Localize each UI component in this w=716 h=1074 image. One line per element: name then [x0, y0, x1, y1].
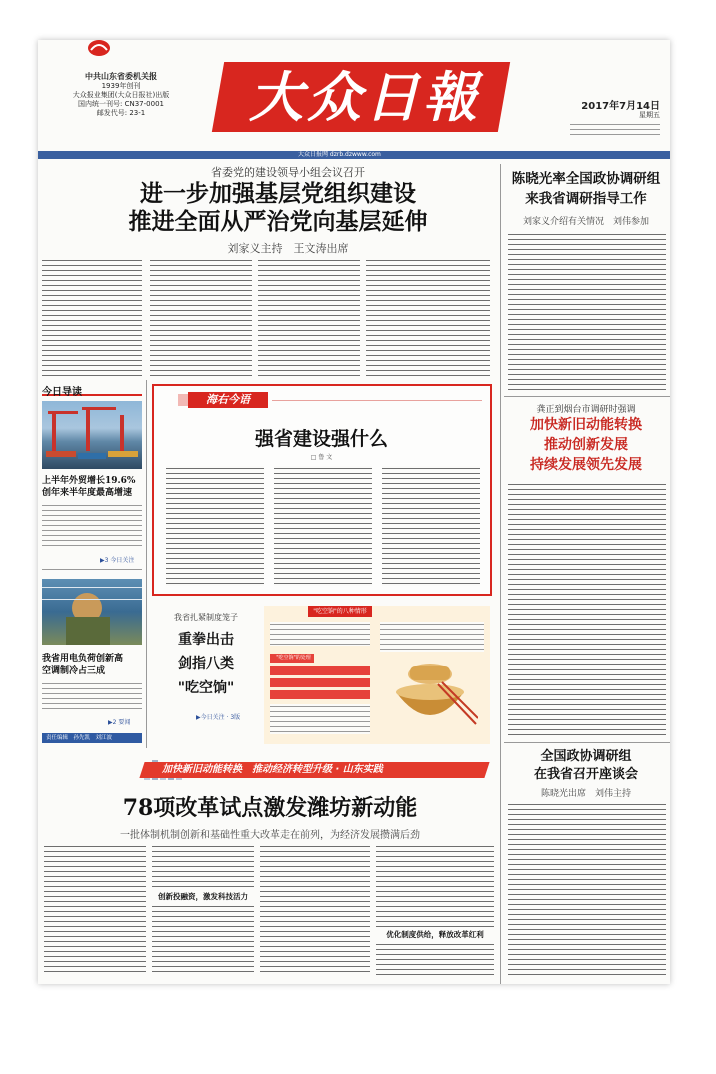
org-line-1: 中共山东省委机关报	[85, 72, 157, 81]
right-bottom-headline-1: 全国政协调研组	[540, 749, 632, 764]
guide-item-2-page-ref[interactable]: ▶2 要闻	[108, 719, 131, 726]
editor-credits: 责任编辑 孙先凯 刘江波	[42, 733, 142, 743]
issue-weekday: 星期五	[639, 111, 660, 119]
guide-item-1-page-ref[interactable]: ▶3 今日关注	[100, 557, 135, 564]
org-line-3: 大众报业集团(大众日报社)出版	[72, 91, 170, 99]
port-cranes-photo	[42, 401, 142, 469]
paper-name: 大众日報	[249, 65, 481, 129]
bottom-text-col-4b	[376, 942, 494, 976]
newspaper-page	[38, 40, 670, 984]
guide-item-2-title[interactable]: 我省用电负荷创新高	[42, 654, 124, 664]
guide-item-1-text	[42, 503, 142, 549]
bottom-section-1: 创新投融资，激发科技活力	[158, 892, 248, 901]
right-bottom-sub: 陈晓光出席 刘伟主持	[540, 789, 631, 799]
rice-bowl-illustration-icon	[382, 656, 478, 730]
lead-kicker: 省委党的建设领导小组会议召开	[211, 166, 365, 179]
right-mid-kicker: 龚正到烟台市调研时强调	[536, 405, 636, 415]
promo-kicker: 我省扎紧制度笼子	[174, 613, 238, 622]
promo-headline-block[interactable]	[152, 608, 260, 748]
worker-figure	[66, 617, 110, 645]
promo-strip	[270, 666, 370, 675]
promo-chip-2: "吃空饷"的处理	[270, 654, 314, 663]
bottom-section-2: 优化制度供给，释放改革红利	[386, 930, 484, 939]
bottom-text-col-2b	[152, 904, 254, 976]
editorial-title[interactable]: 强省建设强什么	[254, 428, 388, 450]
container-shape	[46, 451, 76, 457]
guide-divider	[42, 569, 142, 570]
editorial-text-col-2	[274, 466, 372, 586]
guide-item-1-subtitle[interactable]: 创年来半年度最高增速	[42, 488, 133, 498]
org-line-4: 国内统一刊号: CN37-0001	[78, 100, 164, 108]
bottom-text-col-2a	[152, 844, 254, 890]
right-top-sub: 刘家义介绍有关情况 刘伟参加	[522, 217, 649, 227]
power-line	[42, 587, 142, 588]
masthead	[38, 40, 670, 158]
lead-headline-1: 进一步加强基层党组织建设	[140, 180, 416, 207]
bottom-headline[interactable]: 78项改革试点激发潍坊新动能	[122, 795, 418, 821]
lead-text-col-2	[150, 258, 252, 376]
promo-line-2: 剑指八类	[178, 656, 234, 672]
banner-text: 加快新旧动能转换 推动经济转型升级 · 山东实践	[162, 764, 383, 775]
crane-shape	[82, 407, 116, 410]
right-mid-headline-1: 加快新旧动能转换	[530, 417, 642, 433]
editorial-text-col-1	[166, 466, 264, 586]
guide-item-1-title[interactable]: 上半年外贸增长19.6%	[42, 476, 136, 486]
crane-shape	[120, 415, 124, 451]
promo-line-3: "吃空饷"	[177, 680, 235, 696]
right-top-headline-1: 陈晓光率全国政协调研组	[511, 171, 661, 187]
crane-shape	[48, 411, 78, 414]
bottom-text-col-1	[44, 844, 146, 976]
right-mid-headline-3: 持续发展领先发展	[530, 457, 642, 473]
editorial-tag-rule	[272, 400, 482, 401]
crane-shape	[86, 407, 90, 451]
promo-page-ref[interactable]: ▶今日关注 · 3版	[196, 714, 241, 721]
lead-text-col-3	[258, 258, 360, 376]
masthead-org-info	[46, 72, 196, 118]
power-worker-photo	[42, 579, 142, 645]
right-mid-headline-2: 推动创新发展	[544, 437, 628, 453]
promo-info-text-1	[270, 622, 370, 646]
promo-info-text-2	[380, 622, 484, 652]
lead-text-col-1	[42, 258, 142, 376]
bottom-text-col-4a	[376, 844, 494, 928]
container-shape	[108, 451, 138, 457]
container-shape	[78, 453, 106, 459]
editorial-text-col-3	[382, 466, 480, 586]
guide-item-2-subtitle[interactable]: 空调制冷占三成	[42, 666, 106, 676]
issue-date: 2017年7月14日	[581, 101, 660, 112]
column-divider-right	[500, 164, 501, 984]
org-line-5: 邮发代号: 23-1	[96, 109, 146, 117]
promo-line-1: 重拳出击	[178, 632, 234, 648]
today-guide-header: 今日导读	[42, 383, 142, 396]
right-bottom-text	[508, 802, 666, 976]
editorial-tag: 海右今语	[188, 392, 268, 408]
masthead-right-fine-print	[570, 122, 660, 138]
right-divider-2	[504, 742, 670, 743]
right-top-headline-2: 来我省调研指导工作	[525, 191, 647, 207]
masthead-date-info	[520, 102, 660, 138]
promo-strip	[270, 678, 370, 687]
website-line[interactable]: 大众日报网 dzrb.dzwww.com	[298, 151, 381, 158]
lead-headline-2: 推进全面从严治党向基层延伸	[128, 208, 428, 235]
editorial-author: □ 鲁 文	[310, 454, 333, 461]
bottom-text-col-3	[260, 844, 370, 976]
promo-infographic	[264, 606, 490, 744]
org-line-2: 1939年创刊	[101, 82, 141, 90]
lead-byline: 刘家义主持 王文涛出席	[227, 242, 349, 255]
crane-shape	[52, 411, 56, 451]
guide-item-2-text	[42, 681, 142, 711]
promo-strip	[270, 690, 370, 699]
lead-text-col-4	[366, 258, 490, 376]
right-mid-text	[508, 482, 666, 738]
right-top-text	[508, 232, 666, 392]
power-line	[42, 599, 142, 600]
bottom-subheadline: 一批体制机制创新和基础性重大改革走在前列，为经济发展攒满后劲	[120, 830, 420, 841]
masthead-bar	[38, 151, 670, 159]
paper-logo-icon	[86, 40, 112, 58]
promo-info-text-3	[270, 704, 370, 734]
right-bottom-headline-2: 在我省召开座谈会	[533, 767, 638, 782]
section-banner	[92, 760, 492, 780]
promo-chip-title: "吃空饷"的八种情形	[308, 606, 372, 617]
right-divider-1	[504, 396, 670, 397]
column-divider-left	[146, 380, 147, 748]
editorial-box	[152, 384, 492, 596]
